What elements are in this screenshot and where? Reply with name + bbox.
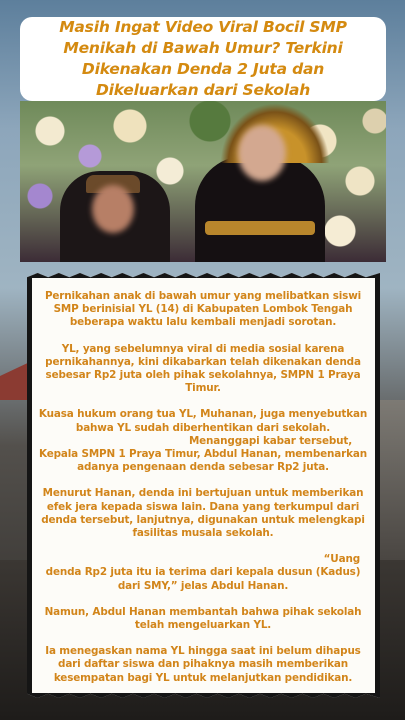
- article-paragraph-3b-lead: Menanggapi kabar tersebut,: [188, 434, 352, 447]
- article-paragraph-5-lead: “Uang: [323, 553, 360, 566]
- article-paragraph-3b: Kepala SMPN 1 Praya Timur, Abdul Hanan, membenarkan adanya pengenaan denda sebesar Rp2 juta.: [39, 448, 367, 474]
- article-paragraph-2: YL, yang sebelumnya viral di media sosial karena pernikahannya, kini dikabarkan telah dikenakan denda sebesar Rp2 juta oleh pihak sekolahnya, SMPN 1 Praya Timur.: [45, 342, 361, 395]
- article-body: [36, 290, 370, 698]
- bride-gold-trim: [205, 221, 315, 235]
- article-paragraph-1: Pernikahan anak di bawah umur yang melibatkan siswi SMP berinisial YL (14) di Kabupaten Lombok Tengah beberapa waktu lalu kembali menjadi sorotan.: [44, 290, 362, 329]
- wedding-photo: [20, 101, 386, 262]
- headline: Masih Ingat Video Viral Bocil SMP Menikah di Bawah Umur? Terkini Dikenakan Denda 2 Juta dan Dikeluarkan dari Sekolah: [59, 18, 347, 99]
- title-card: [20, 17, 386, 101]
- groom-face-blurred: [92, 185, 134, 233]
- article-paragraph-7: Ia menegaskan nama YL hingga saat ini belum dihapus dari daftar siswa dan pihaknya masih memberikan kesempatan bagi YL untuk melanjutkan pendidikan.: [45, 645, 361, 684]
- article-paragraph-4: Menurut Hanan, denda ini bertujuan untuk memberikan efek jera kepada siswa lain. Dana yang terkumpul dari denda tersebut, lanjutnya, digunakan untuk melengkapi fasilitas musala sekolah.: [41, 487, 365, 540]
- article-paragraph-6: Namun, Abdul Hanan membantah bahwa pihak sekolah telah mengeluarkan YL.: [44, 605, 362, 632]
- bride-face-blurred: [238, 125, 286, 181]
- article-paragraph-3: Kuasa hukum orang tua YL, Muhanan, juga menyebutkan bahwa YL sudah diberhentikan dari sekolah.: [38, 408, 368, 434]
- article-paragraph-5: denda Rp2 juta itu ia terima dari kepala dusun (Kadus) dari SMY,” jelas Abdul Hanan.: [45, 566, 361, 592]
